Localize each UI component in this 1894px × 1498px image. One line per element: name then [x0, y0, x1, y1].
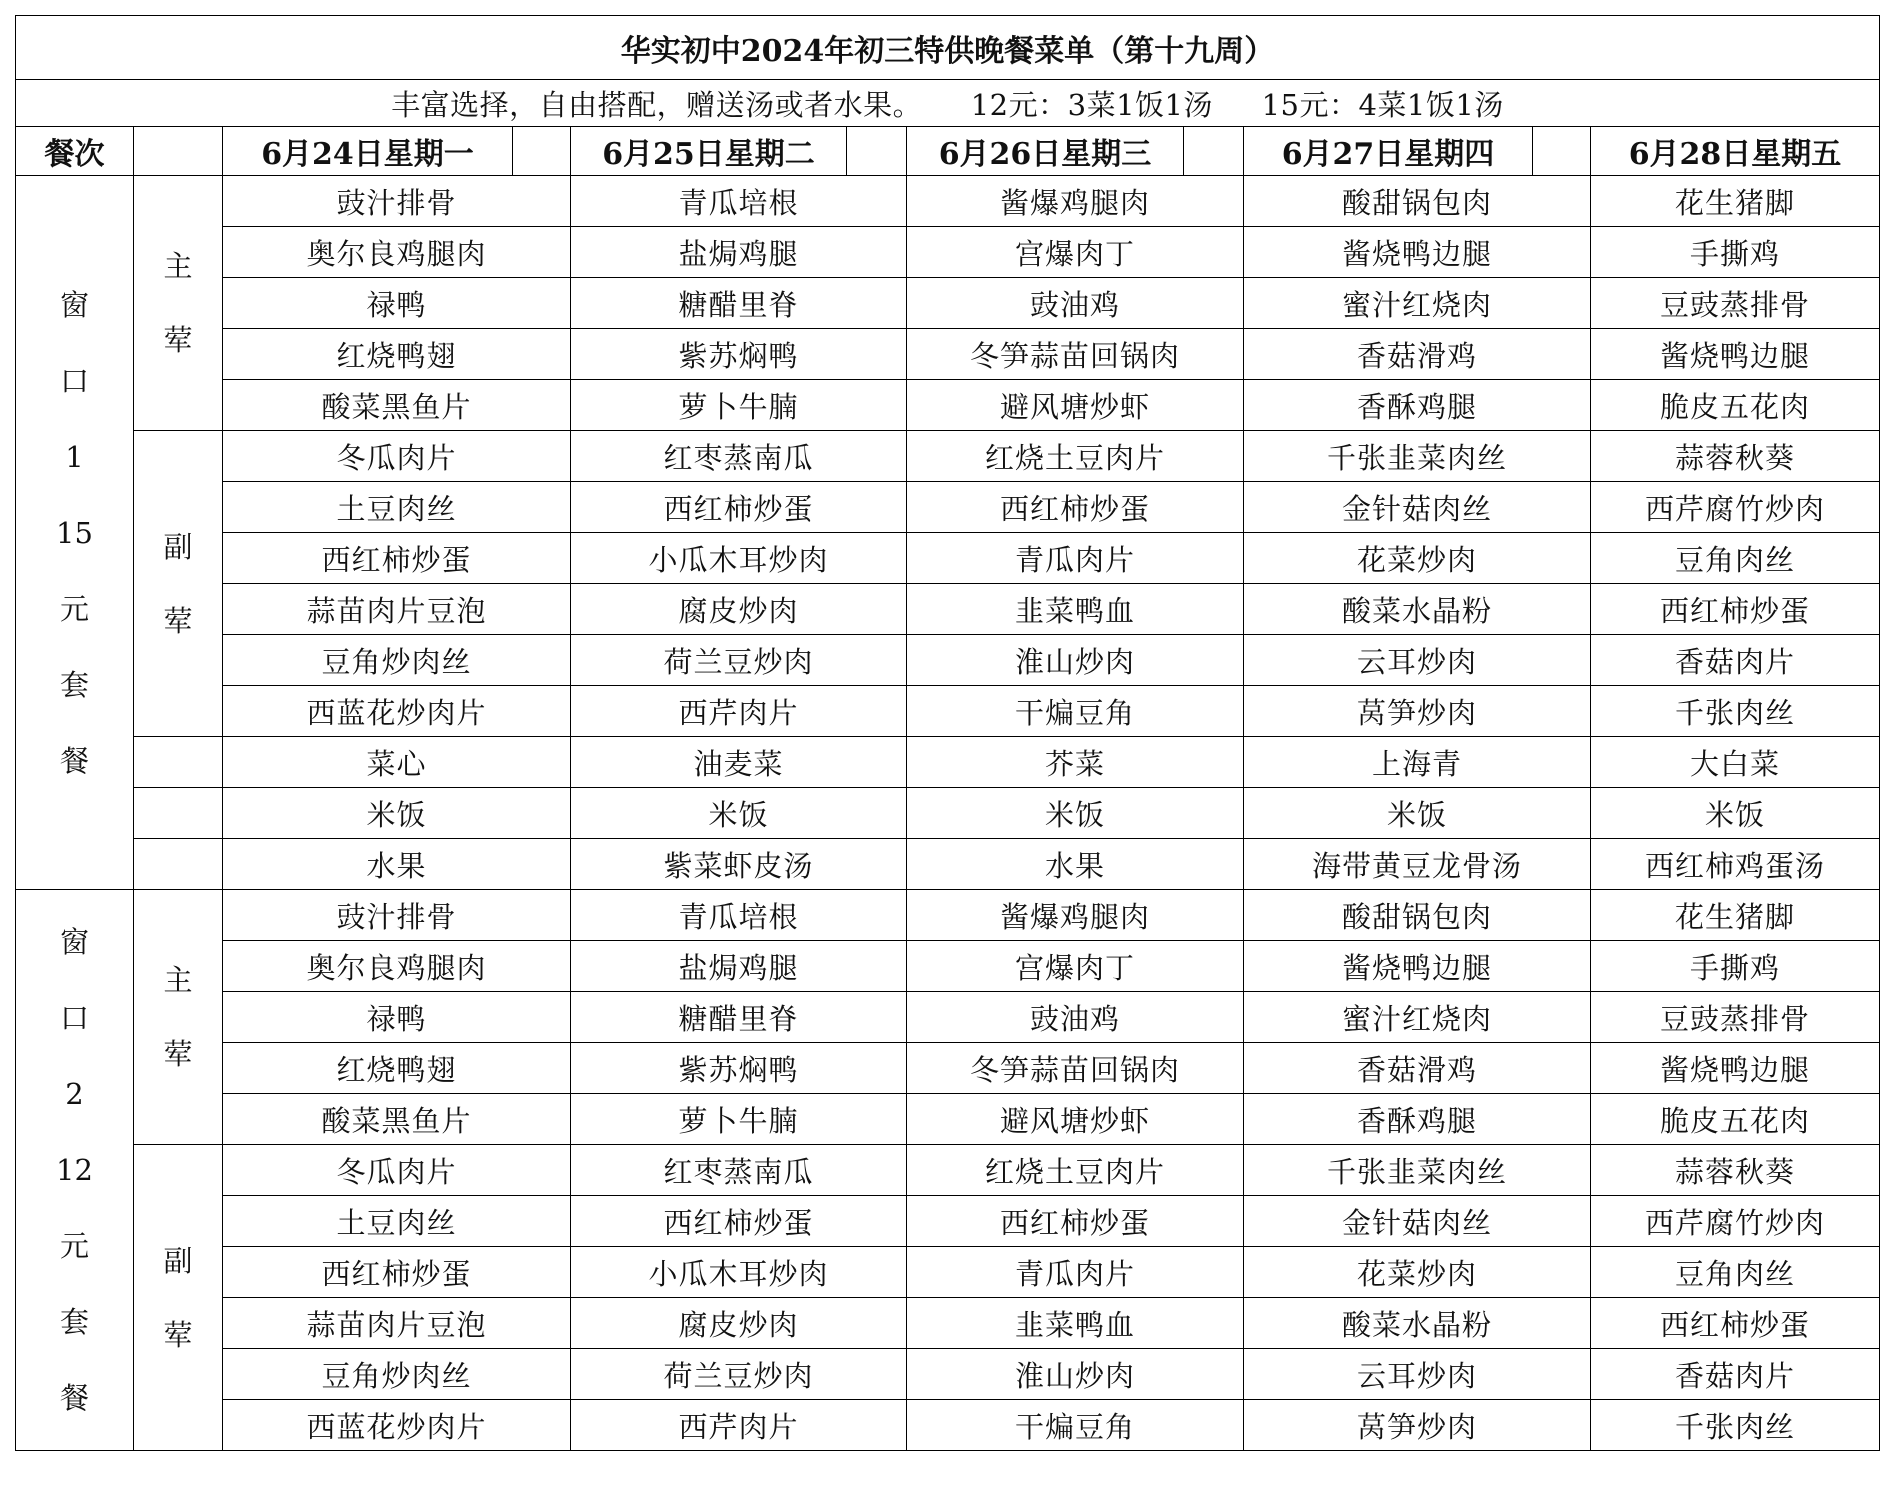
main-dish-label — [134, 176, 223, 431]
meal-label: 餐次 — [16, 127, 134, 176]
dish-cell: 酸菜黑鱼片 — [223, 1094, 571, 1145]
dish-cell: 腐皮炒肉 — [571, 1298, 907, 1349]
dish-cell: 干煸豆角 — [907, 686, 1244, 737]
window-label-char: 15 — [56, 515, 93, 550]
menu-row — [16, 1298, 1880, 1349]
dish-cell: 盐焗鸡腿 — [571, 941, 907, 992]
dish-cell: 豆角炒肉丝 — [223, 635, 571, 686]
dish-cell: 酸菜水晶粉 — [1244, 584, 1591, 635]
dish-cell: 香菇肉片 — [1591, 1349, 1880, 1400]
main-dish-label-char: 主 — [163, 963, 193, 997]
dish-cell: 豆豉蒸排骨 — [1591, 278, 1880, 329]
side-dish-label — [134, 1145, 223, 1451]
menu-row — [16, 329, 1880, 380]
window-label-char: 12 — [56, 1153, 93, 1187]
category-header-empty — [1184, 127, 1244, 176]
dish-cell: 千张韭菜肉丝 — [1244, 431, 1591, 482]
dish-cell: 手撕鸡 — [1591, 941, 1880, 992]
dish-cell: 莴笋炒肉 — [1244, 686, 1591, 737]
dish-cell: 莴笋炒肉 — [1244, 1400, 1591, 1451]
menu-row — [16, 431, 1880, 482]
dish-cell: 西红柿炒蛋 — [571, 482, 907, 533]
dish-cell: 青瓜肉片 — [907, 533, 1244, 584]
menu-row — [16, 278, 1880, 329]
dish-cell: 豆角肉丝 — [1591, 533, 1880, 584]
side-dish-label-char: 荤 — [163, 1317, 193, 1352]
menu-row — [16, 533, 1880, 584]
dish-cell: 豉油鸡 — [907, 278, 1244, 329]
dish-cell: 禄鸭 — [223, 992, 571, 1043]
dish-cell: 冬瓜肉片 — [223, 1145, 571, 1196]
dish-cell: 西蓝花炒肉片 — [223, 1400, 571, 1451]
dish-cell: 荷兰豆炒肉 — [571, 1349, 907, 1400]
menu-row — [16, 380, 1880, 431]
menu-row — [16, 635, 1880, 686]
extra-item-cell: 海带黄豆龙骨汤 — [1244, 839, 1591, 890]
dish-cell: 西红柿炒蛋 — [1591, 584, 1880, 635]
category-empty — [134, 737, 223, 788]
dish-cell: 宫爆肉丁 — [907, 227, 1244, 278]
dish-cell: 酱烧鸭边腿 — [1591, 329, 1880, 380]
day-header: 6月28日星期五 — [1591, 127, 1880, 176]
dish-cell: 红枣蒸南瓜 — [571, 1145, 907, 1196]
extra-item-cell: 米饭 — [1591, 788, 1880, 839]
main-dish-label-char: 荤 — [163, 323, 193, 357]
dish-cell: 云耳炒肉 — [1244, 635, 1591, 686]
window-label-char: 套 — [59, 667, 89, 702]
dish-cell: 蒜蓉秋葵 — [1591, 1145, 1880, 1196]
dish-cell: 香菇肉片 — [1591, 635, 1880, 686]
category-empty — [134, 788, 223, 839]
dish-cell: 小瓜木耳炒肉 — [571, 1247, 907, 1298]
dish-cell: 脆皮五花肉 — [1591, 380, 1880, 431]
window-label — [16, 890, 134, 1451]
extra-item-cell: 菜心 — [223, 737, 571, 788]
dish-cell: 西红柿炒蛋 — [907, 1196, 1244, 1247]
window-label-char: 餐 — [59, 1381, 89, 1415]
dish-cell: 豉油鸡 — [907, 992, 1244, 1043]
category-header-empty — [513, 127, 571, 176]
menu-row — [16, 839, 1880, 890]
dish-cell: 千张韭菜肉丝 — [1244, 1145, 1591, 1196]
menu-row — [16, 686, 1880, 737]
dish-cell: 奥尔良鸡腿肉 — [223, 941, 571, 992]
category-header-empty — [134, 127, 223, 176]
menu-row — [16, 1349, 1880, 1400]
dish-cell: 萝卜牛腩 — [571, 1094, 907, 1145]
dish-cell: 酱爆鸡腿肉 — [907, 890, 1244, 941]
extra-item-cell: 大白菜 — [1591, 737, 1880, 788]
menu-row — [16, 1400, 1880, 1451]
dish-cell: 奥尔良鸡腿肉 — [223, 227, 571, 278]
side-dish-label — [134, 431, 223, 737]
dish-cell: 豉汁排骨 — [223, 890, 571, 941]
menu-row — [16, 1196, 1880, 1247]
dish-cell: 千张肉丝 — [1591, 686, 1880, 737]
menu-table — [15, 15, 1880, 1451]
dish-cell: 冬瓜肉片 — [223, 431, 571, 482]
dish-cell: 脆皮五花肉 — [1591, 1094, 1880, 1145]
dish-cell: 金针菇肉丝 — [1244, 482, 1591, 533]
dish-cell: 酱烧鸭边腿 — [1244, 227, 1591, 278]
dish-cell: 红烧鸭翅 — [223, 1043, 571, 1094]
dish-cell: 红烧土豆肉片 — [907, 431, 1244, 482]
menu-row — [16, 176, 1880, 227]
dish-cell: 西红柿炒蛋 — [223, 533, 571, 584]
window-label — [16, 176, 134, 890]
dish-cell: 韭菜鸭血 — [907, 584, 1244, 635]
window-label-char: 1 — [65, 439, 84, 474]
dish-cell: 酱烧鸭边腿 — [1591, 1043, 1880, 1094]
dish-cell: 花生猪脚 — [1591, 890, 1880, 941]
menu-row — [16, 890, 1880, 941]
extra-item-cell: 芥菜 — [907, 737, 1244, 788]
dish-cell: 蒜苗肉片豆泡 — [223, 1298, 571, 1349]
menu-row — [16, 788, 1880, 839]
window-label-char: 口 — [59, 1001, 89, 1035]
dish-cell: 花菜炒肉 — [1244, 533, 1591, 584]
dish-cell: 萝卜牛腩 — [571, 380, 907, 431]
dish-cell: 香酥鸡腿 — [1244, 1094, 1591, 1145]
extra-item-cell: 米饭 — [223, 788, 571, 839]
menu-row — [16, 1247, 1880, 1298]
extra-item-cell: 米饭 — [1244, 788, 1591, 839]
dish-cell: 青瓜肉片 — [907, 1247, 1244, 1298]
dish-cell: 西蓝花炒肉片 — [223, 686, 571, 737]
main-dish-label-char: 主 — [163, 249, 193, 283]
menu-row — [16, 1094, 1880, 1145]
dish-cell: 青瓜培根 — [571, 176, 907, 227]
dish-cell: 蜜汁红烧肉 — [1244, 278, 1591, 329]
dish-cell: 淮山炒肉 — [907, 635, 1244, 686]
dish-cell: 冬笋蒜苗回锅肉 — [907, 329, 1244, 380]
dish-cell: 香菇滑鸡 — [1244, 1043, 1591, 1094]
category-header-empty — [1533, 127, 1591, 176]
dish-cell: 手撕鸡 — [1591, 227, 1880, 278]
dish-cell: 韭菜鸭血 — [907, 1298, 1244, 1349]
dish-cell: 酸菜水晶粉 — [1244, 1298, 1591, 1349]
dish-cell: 淮山炒肉 — [907, 1349, 1244, 1400]
menu-title: 华实初中2024年初三特供晚餐菜单（第十九周） — [16, 16, 1880, 80]
dish-cell: 豆豉蒸排骨 — [1591, 992, 1880, 1043]
extra-item-cell: 水果 — [223, 839, 571, 890]
dish-cell: 盐焗鸡腿 — [571, 227, 907, 278]
window-label-char: 餐 — [59, 743, 89, 778]
dish-cell: 西芹腐竹炒肉 — [1591, 482, 1880, 533]
dish-cell: 红枣蒸南瓜 — [571, 431, 907, 482]
dish-cell: 避风塘炒虾 — [907, 1094, 1244, 1145]
dish-cell: 金针菇肉丝 — [1244, 1196, 1591, 1247]
dish-cell: 西红柿炒蛋 — [571, 1196, 907, 1247]
category-header-empty — [847, 127, 907, 176]
menu-row — [16, 737, 1880, 788]
dish-cell: 西红柿炒蛋 — [223, 1247, 571, 1298]
menu-row — [16, 941, 1880, 992]
extra-item-cell: 水果 — [907, 839, 1244, 890]
dish-cell: 蒜蓉秋葵 — [1591, 431, 1880, 482]
day-header: 6月27日星期四 — [1244, 127, 1533, 176]
dish-cell: 酸甜锅包肉 — [1244, 890, 1591, 941]
menu-row — [16, 1043, 1880, 1094]
dish-cell: 西芹腐竹炒肉 — [1591, 1196, 1880, 1247]
dish-cell: 豆角肉丝 — [1591, 1247, 1880, 1298]
extra-item-cell: 油麦菜 — [571, 737, 907, 788]
dish-cell: 酸菜黑鱼片 — [223, 380, 571, 431]
dish-cell: 西红柿炒蛋 — [907, 482, 1244, 533]
window-label-char: 元 — [59, 591, 89, 626]
dish-cell: 豉汁排骨 — [223, 176, 571, 227]
extra-item-cell: 西红柿鸡蛋汤 — [1591, 839, 1880, 890]
menu-row — [16, 1145, 1880, 1196]
dish-cell: 花菜炒肉 — [1244, 1247, 1591, 1298]
extra-item-cell: 紫菜虾皮汤 — [571, 839, 907, 890]
dish-cell: 红烧土豆肉片 — [907, 1145, 1244, 1196]
dish-cell: 花生猪脚 — [1591, 176, 1880, 227]
dish-cell: 紫苏焖鸭 — [571, 329, 907, 380]
dish-cell: 小瓜木耳炒肉 — [571, 533, 907, 584]
dish-cell: 宫爆肉丁 — [907, 941, 1244, 992]
day-header: 6月25日星期二 — [571, 127, 847, 176]
dish-cell: 蒜苗肉片豆泡 — [223, 584, 571, 635]
dish-cell: 土豆肉丝 — [223, 482, 571, 533]
dish-cell: 香酥鸡腿 — [1244, 380, 1591, 431]
dish-cell: 蜜汁红烧肉 — [1244, 992, 1591, 1043]
dish-cell: 避风塘炒虾 — [907, 380, 1244, 431]
menu-row — [16, 227, 1880, 278]
dish-cell: 西芹肉片 — [571, 686, 907, 737]
dish-cell: 糖醋里脊 — [571, 278, 907, 329]
side-dish-label-char: 副 — [163, 529, 193, 564]
day-header: 6月24日星期一 — [223, 127, 513, 176]
dish-cell: 豆角炒肉丝 — [223, 1349, 571, 1400]
category-empty — [134, 839, 223, 890]
dish-cell: 荷兰豆炒肉 — [571, 635, 907, 686]
menu-row — [16, 584, 1880, 635]
window-label-char: 口 — [59, 363, 89, 398]
extra-item-cell: 上海青 — [1244, 737, 1591, 788]
dish-cell: 千张肉丝 — [1591, 1400, 1880, 1451]
main-dish-label — [134, 890, 223, 1145]
extra-item-cell: 米饭 — [571, 788, 907, 839]
dish-cell: 禄鸭 — [223, 278, 571, 329]
extra-item-cell: 米饭 — [907, 788, 1244, 839]
dish-cell: 酸甜锅包肉 — [1244, 176, 1591, 227]
side-dish-label-char: 荤 — [163, 603, 193, 638]
window-label-char: 元 — [59, 1229, 89, 1263]
dish-cell: 冬笋蒜苗回锅肉 — [907, 1043, 1244, 1094]
dish-cell: 干煸豆角 — [907, 1400, 1244, 1451]
dish-cell: 酱爆鸡腿肉 — [907, 176, 1244, 227]
dish-cell: 红烧鸭翅 — [223, 329, 571, 380]
dish-cell: 西芹肉片 — [571, 1400, 907, 1451]
dish-cell: 紫苏焖鸭 — [571, 1043, 907, 1094]
main-dish-label-char: 荤 — [163, 1037, 193, 1071]
dish-cell: 青瓜培根 — [571, 890, 907, 941]
menu-subtitle: 丰富选择，自由搭配，赠送汤或者水果。 12元：3菜1饭1汤 15元：4菜1饭1汤 — [16, 80, 1880, 127]
dish-cell: 土豆肉丝 — [223, 1196, 571, 1247]
dish-cell: 香菇滑鸡 — [1244, 329, 1591, 380]
window-label-char: 窗 — [59, 287, 89, 322]
dish-cell: 腐皮炒肉 — [571, 584, 907, 635]
window-label-char: 窗 — [59, 925, 89, 959]
window-label-char: 2 — [65, 1077, 84, 1111]
side-dish-label-char: 副 — [163, 1243, 193, 1278]
menu-row — [16, 992, 1880, 1043]
dish-cell: 酱烧鸭边腿 — [1244, 941, 1591, 992]
dish-cell: 糖醋里脊 — [571, 992, 907, 1043]
day-header: 6月26日星期三 — [907, 127, 1184, 176]
dish-cell: 西红柿炒蛋 — [1591, 1298, 1880, 1349]
menu-row — [16, 482, 1880, 533]
dish-cell: 云耳炒肉 — [1244, 1349, 1591, 1400]
window-label-char: 套 — [59, 1305, 89, 1339]
